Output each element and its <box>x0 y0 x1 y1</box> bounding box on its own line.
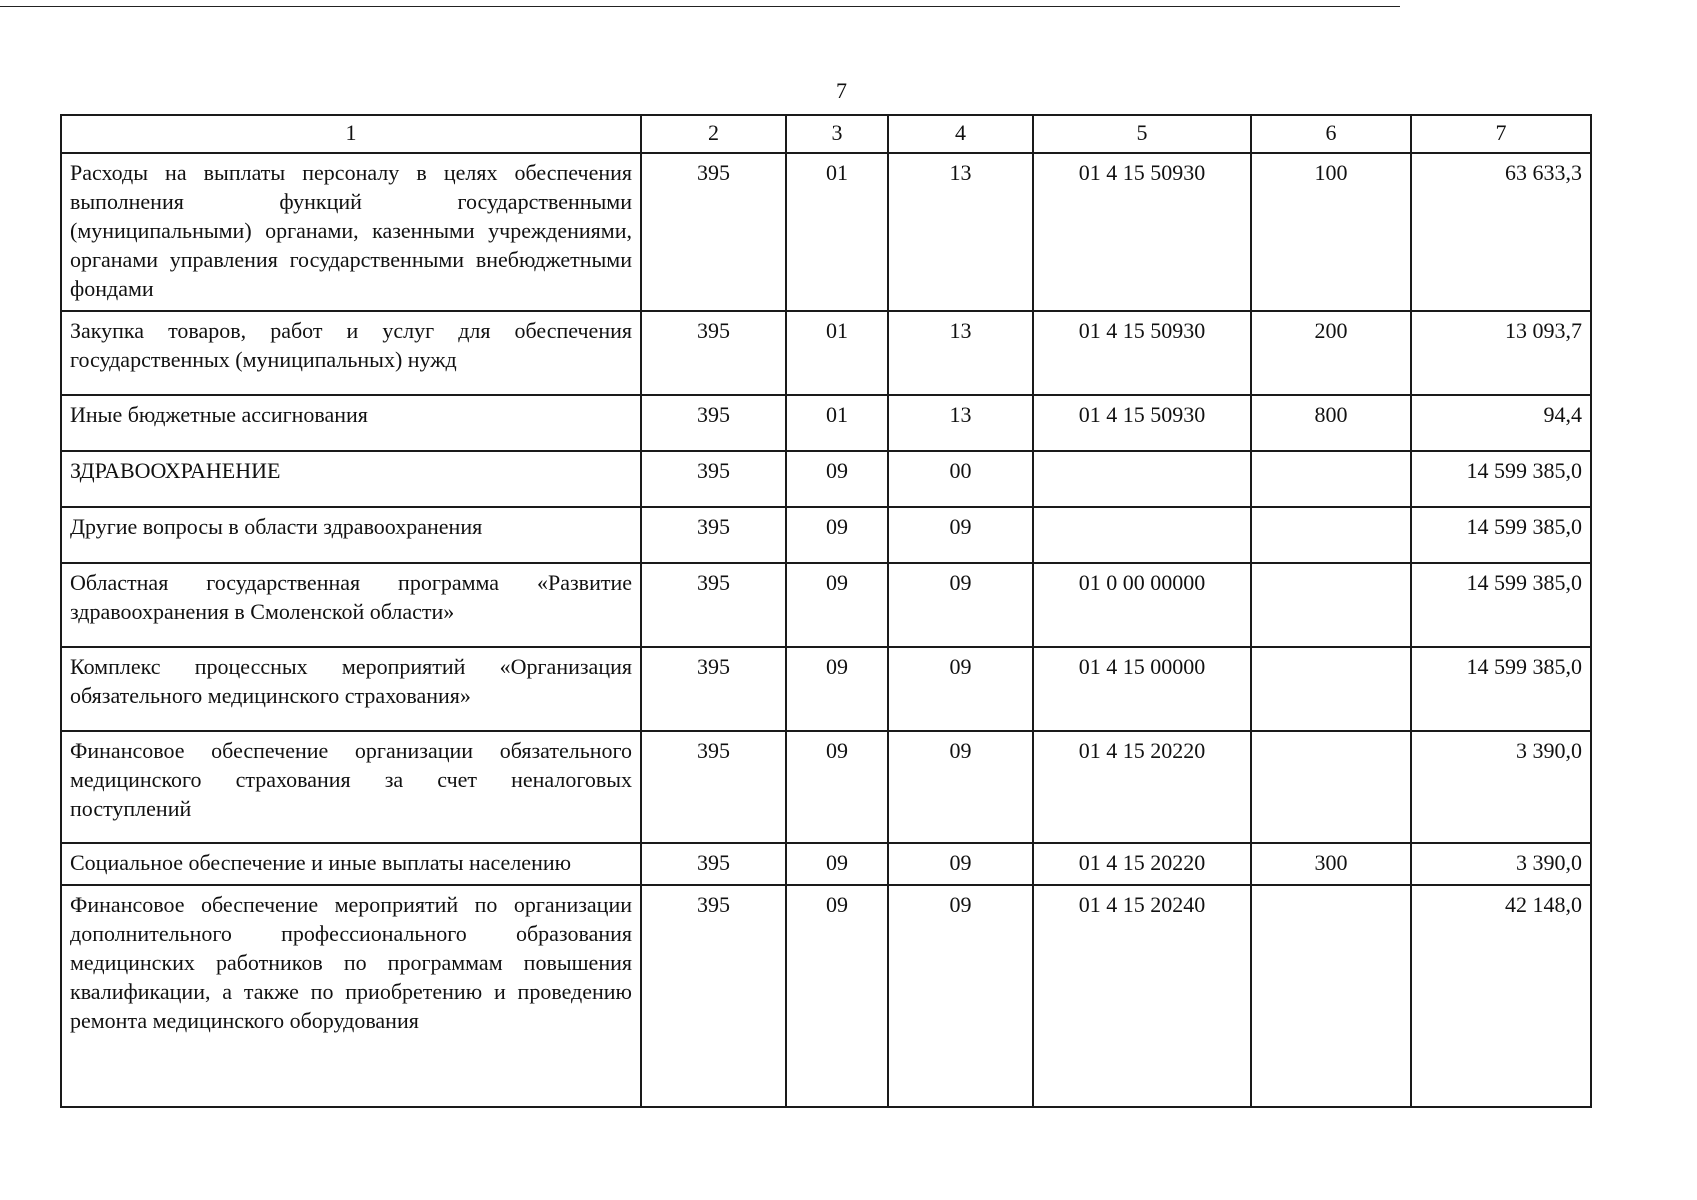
row-name: Социальное обеспечение и иные выплаты населению <box>61 843 641 885</box>
row-amount: 14 599 385,0 <box>1411 507 1591 563</box>
table-row <box>61 563 1591 647</box>
header-cell-section: 3 <box>786 115 888 153</box>
table-row <box>61 731 1591 843</box>
row-name: Комплекс процессных мероприятий «Организация обязательного медицинского страхования» <box>61 647 641 731</box>
row-section: 09 <box>786 451 888 507</box>
row-name: Финансовое обеспечение мероприятий по организации дополнительного профессионального образования медицинских работников по программам повышения квалификации, а также по приобретению и проведению ремонта медицинского оборудования <box>61 885 641 1107</box>
header-row <box>61 115 1591 153</box>
row-admin: 395 <box>641 507 786 563</box>
row-name: ЗДРАВООХРАНЕНИЕ <box>61 451 641 507</box>
row-name: Иные бюджетные ассигнования <box>61 395 641 451</box>
row-admin: 395 <box>641 451 786 507</box>
header-cell-amount: 7 <box>1411 115 1591 153</box>
row-amount: 94,4 <box>1411 395 1591 451</box>
row-subsection: 09 <box>888 843 1033 885</box>
row-expense-type <box>1251 563 1411 647</box>
header-cell-target: 5 <box>1033 115 1251 153</box>
row-amount: 14 599 385,0 <box>1411 647 1591 731</box>
row-target: 01 4 15 00000 <box>1033 647 1251 731</box>
row-expense-type: 300 <box>1251 843 1411 885</box>
row-section: 09 <box>786 843 888 885</box>
row-subsection: 09 <box>888 885 1033 1107</box>
table-row <box>61 153 1591 311</box>
row-section: 09 <box>786 507 888 563</box>
row-expense-type: 100 <box>1251 153 1411 311</box>
row-target: 01 4 15 20220 <box>1033 843 1251 885</box>
row-subsection: 00 <box>888 451 1033 507</box>
row-amount: 63 633,3 <box>1411 153 1591 311</box>
row-subsection: 09 <box>888 563 1033 647</box>
row-subsection: 09 <box>888 507 1033 563</box>
row-admin: 395 <box>641 563 786 647</box>
row-section: 01 <box>786 395 888 451</box>
row-expense-type <box>1251 451 1411 507</box>
row-admin: 395 <box>641 843 786 885</box>
row-name: Расходы на выплаты персоналу в целях обеспечения выполнения функций государственными (муниципальными) органами, казенными учреждениями, органами управления государственными внебюджетными фондами <box>61 153 641 311</box>
budget-table <box>60 114 1592 1108</box>
table-row <box>61 451 1591 507</box>
header-cell-subsection: 4 <box>888 115 1033 153</box>
row-target: 01 0 00 00000 <box>1033 563 1251 647</box>
header-cell-expense-type: 6 <box>1251 115 1411 153</box>
row-amount: 3 390,0 <box>1411 731 1591 843</box>
row-amount: 14 599 385,0 <box>1411 451 1591 507</box>
row-target: 01 4 15 50930 <box>1033 395 1251 451</box>
page-number: 7 <box>836 78 847 103</box>
row-amount: 42 148,0 <box>1411 885 1591 1107</box>
row-admin: 395 <box>641 395 786 451</box>
row-expense-type: 800 <box>1251 395 1411 451</box>
row-expense-type: 200 <box>1251 311 1411 395</box>
row-target: 01 4 15 50930 <box>1033 153 1251 311</box>
table-row <box>61 395 1591 451</box>
row-target <box>1033 507 1251 563</box>
row-admin: 395 <box>641 153 786 311</box>
row-subsection: 13 <box>888 311 1033 395</box>
row-expense-type <box>1251 885 1411 1107</box>
row-target: 01 4 15 20220 <box>1033 731 1251 843</box>
page-top-border <box>0 6 1400 7</box>
row-name: Областная государственная программа «Развитие здравоохранения в Смоленской области» <box>61 563 641 647</box>
row-subsection: 13 <box>888 395 1033 451</box>
row-section: 01 <box>786 311 888 395</box>
table-header <box>61 115 1591 153</box>
row-subsection: 13 <box>888 153 1033 311</box>
row-section: 09 <box>786 731 888 843</box>
row-admin: 395 <box>641 647 786 731</box>
row-admin: 395 <box>641 885 786 1107</box>
row-section: 09 <box>786 563 888 647</box>
row-name: Финансовое обеспечение организации обязательного медицинского страхования за счет неналоговых поступлений <box>61 731 641 843</box>
table-row <box>61 311 1591 395</box>
row-amount: 14 599 385,0 <box>1411 563 1591 647</box>
row-name: Другие вопросы в области здравоохранения <box>61 507 641 563</box>
row-expense-type <box>1251 647 1411 731</box>
row-amount: 3 390,0 <box>1411 843 1591 885</box>
row-amount: 13 093,7 <box>1411 311 1591 395</box>
header-cell-admin: 2 <box>641 115 786 153</box>
row-expense-type <box>1251 507 1411 563</box>
table-row <box>61 507 1591 563</box>
row-target: 01 4 15 20240 <box>1033 885 1251 1107</box>
header-cell-name: 1 <box>61 115 641 153</box>
table-row <box>61 843 1591 885</box>
row-admin: 395 <box>641 731 786 843</box>
row-target <box>1033 451 1251 507</box>
row-subsection: 09 <box>888 647 1033 731</box>
row-section: 09 <box>786 885 888 1107</box>
table-row <box>61 647 1591 731</box>
row-target: 01 4 15 50930 <box>1033 311 1251 395</box>
row-subsection: 09 <box>888 731 1033 843</box>
row-name: Закупка товаров, работ и услуг для обеспечения государственных (муниципальных) нужд <box>61 311 641 395</box>
row-section: 01 <box>786 153 888 311</box>
row-expense-type <box>1251 731 1411 843</box>
row-admin: 395 <box>641 311 786 395</box>
table-body <box>61 153 1591 1107</box>
table-row <box>61 885 1591 1107</box>
row-section: 09 <box>786 647 888 731</box>
